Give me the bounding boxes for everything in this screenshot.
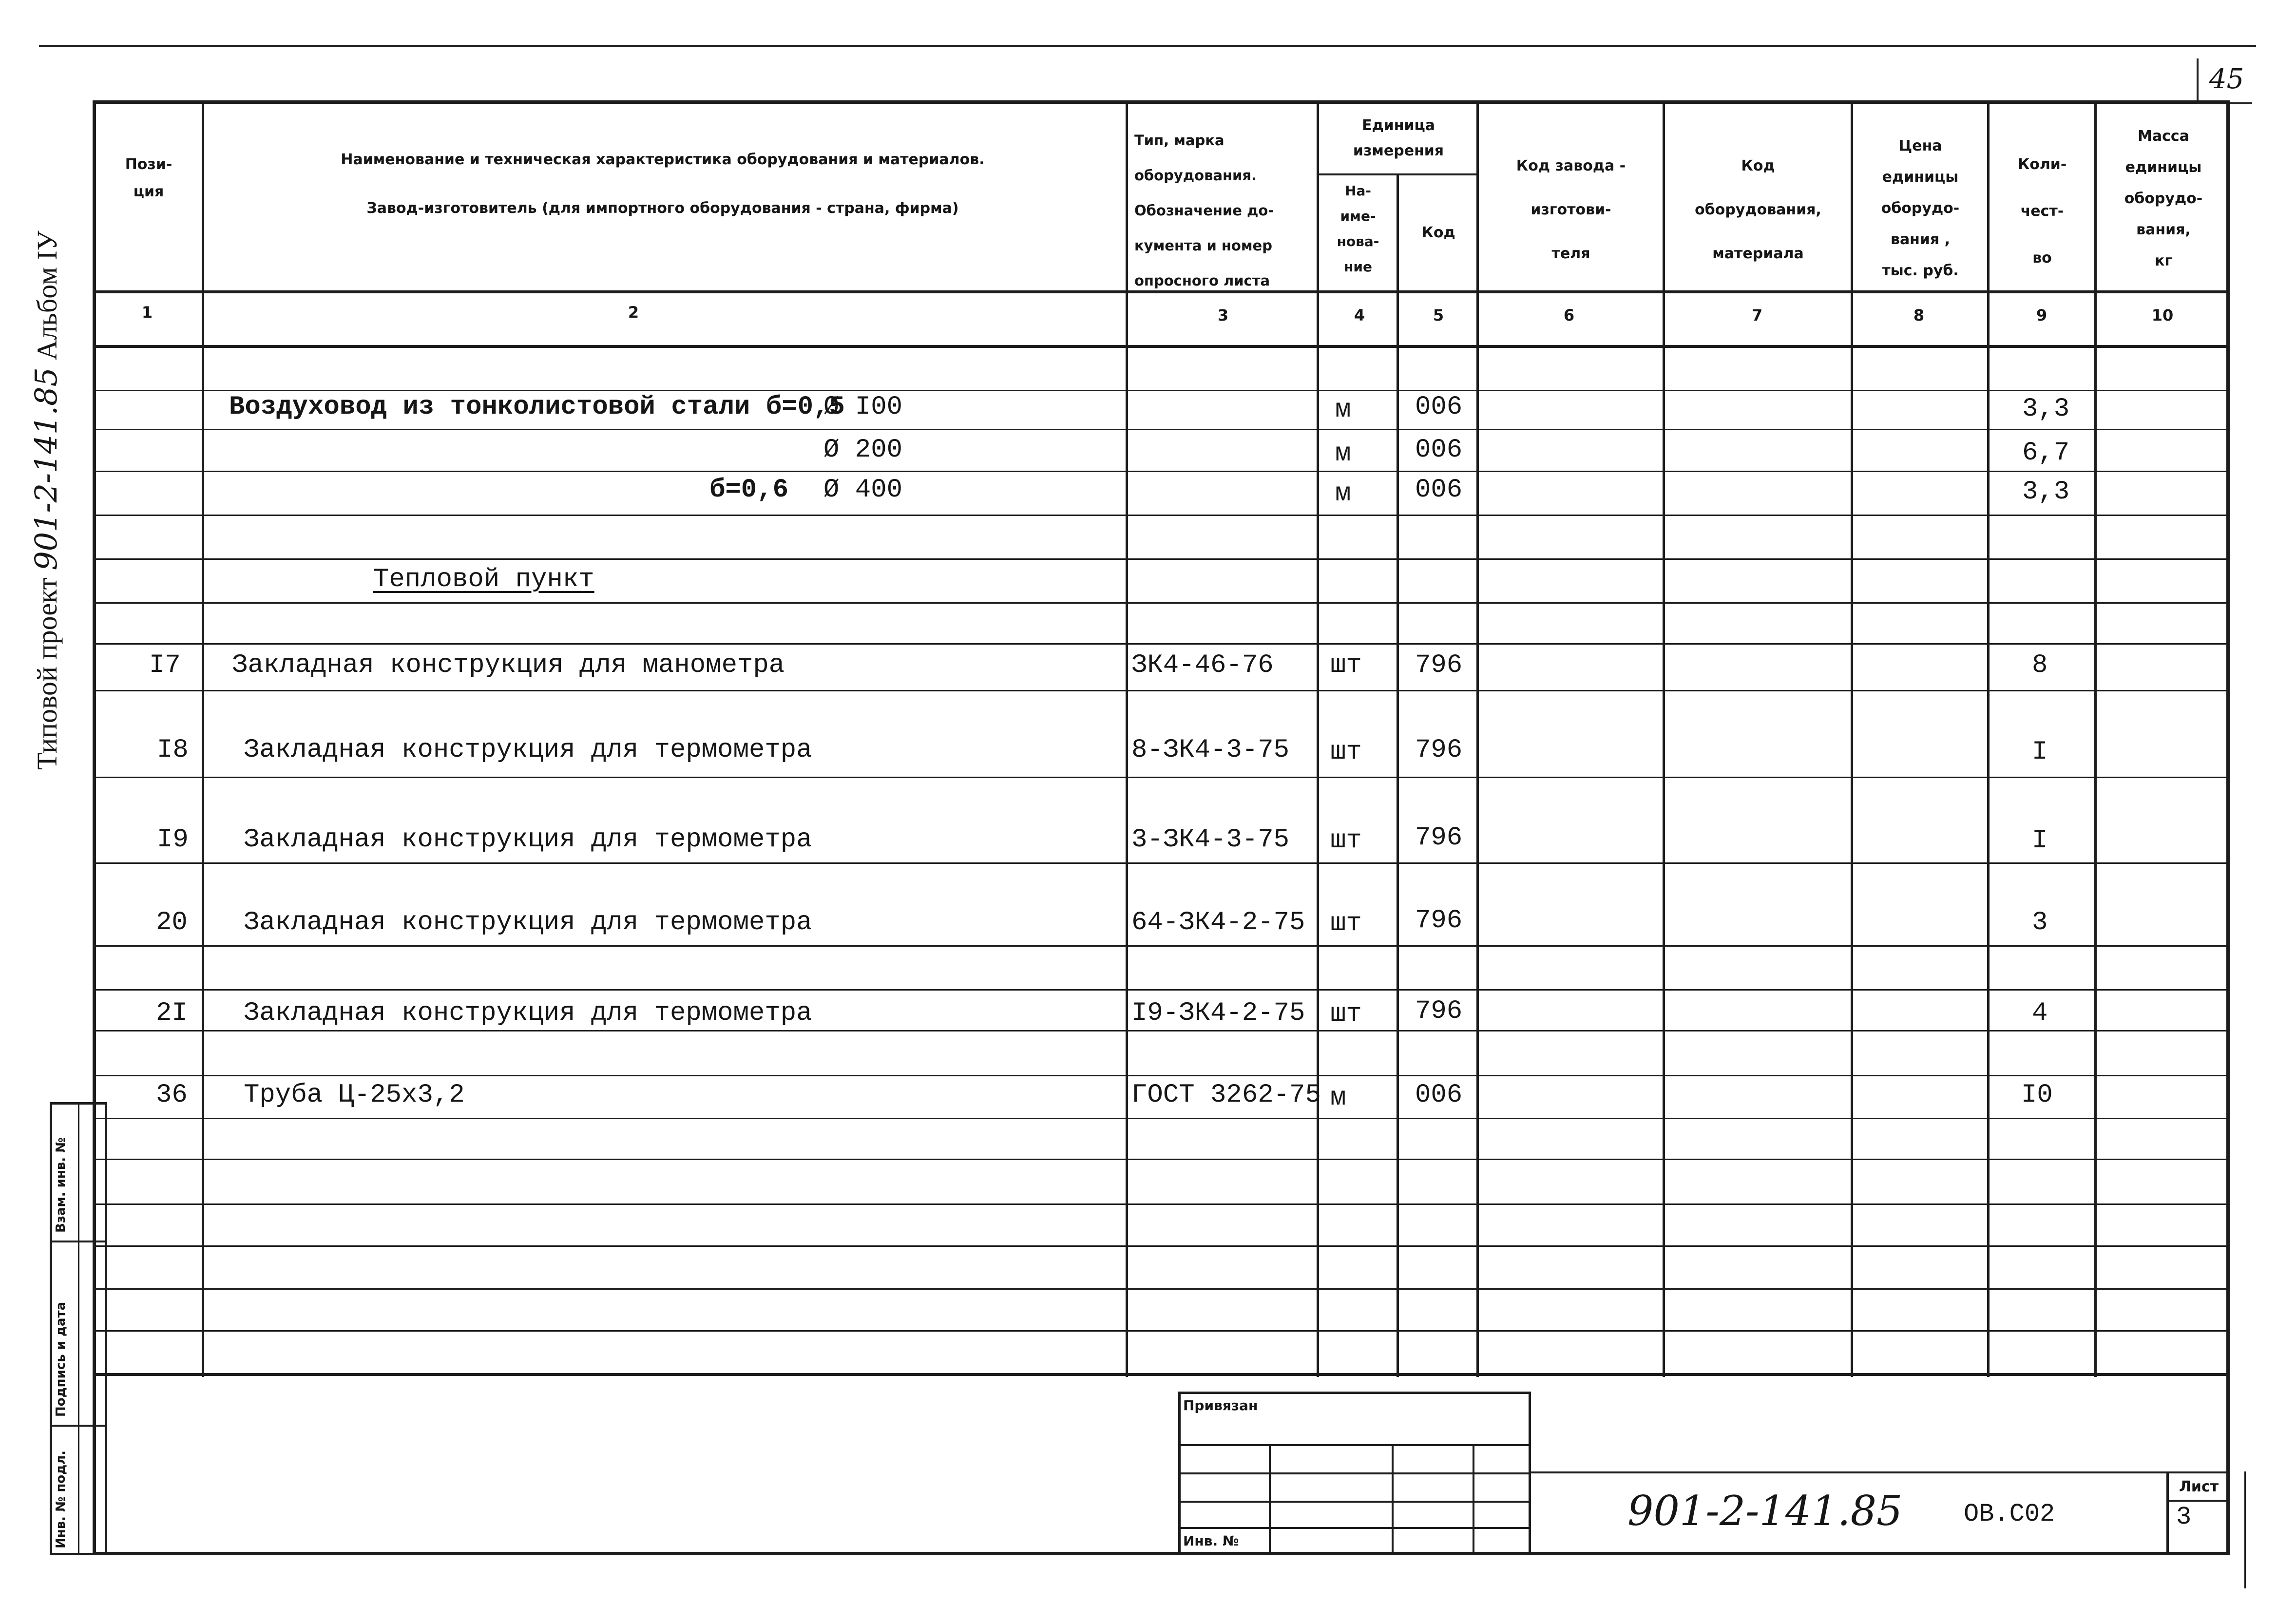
sheet-divider (2166, 1500, 2230, 1502)
stamp-col (1473, 1444, 1474, 1555)
row2-diameter: Ø 200 (823, 435, 903, 465)
side-label-inventory: Инв. № подл. (54, 1450, 68, 1548)
row36-unit: м (1330, 1083, 1346, 1113)
row3-qty: 3,3 (2022, 477, 2070, 507)
side-title-label: Типовой проект (31, 577, 63, 770)
row17-type: ЗК4-46-76 (1131, 650, 1274, 680)
row-line (93, 1288, 2230, 1290)
row2-qty: 6,7 (2022, 438, 2070, 468)
header-equipment-code: Код оборудования, материала (1695, 157, 1821, 262)
header-quantity: Коли- чест- во (2017, 156, 2067, 267)
row36-position: 36 (156, 1080, 188, 1110)
section-title: Тепловой пункт (373, 565, 594, 594)
colnum-6: 6 (1563, 306, 1575, 325)
header-position: Пози- ция (125, 156, 172, 200)
row1-unit: м (1335, 395, 1351, 425)
row-line (93, 862, 2230, 864)
row-line (93, 515, 2230, 516)
colnum-1: 1 (141, 303, 153, 322)
row-line (93, 390, 2230, 391)
row36-type: ГОСТ 3262-75 (1131, 1080, 1321, 1110)
col-divider-9 (2094, 100, 2097, 1377)
row-line (93, 1159, 2230, 1160)
approval-column-line (78, 1102, 79, 1555)
row-line (93, 1245, 2230, 1247)
colnum-4: 4 (1354, 306, 1365, 325)
table-bottom-line (93, 1373, 2230, 1376)
row-line (93, 602, 2230, 604)
side-title-project: 901-2-141.85 (28, 367, 64, 571)
row-line (93, 1118, 2230, 1119)
row3-thickness: б=0,6 (709, 475, 789, 505)
row19-position: I9 (157, 825, 189, 855)
row18-unit: шт (1330, 737, 1362, 767)
row-line (93, 777, 2230, 778)
colnum-9: 9 (2036, 306, 2047, 325)
row19-code: 796 (1415, 823, 1463, 853)
row3-code: 006 (1415, 475, 1463, 505)
header-unit-name: На- име- нова- ние (1337, 183, 1379, 275)
row-line (93, 1330, 2230, 1332)
colnum-7: 7 (1751, 306, 1763, 325)
header-unit-code: Код (1421, 224, 1455, 241)
row21-name: Закладная конструкция для термометра (244, 998, 812, 1028)
col-divider-2 (1126, 100, 1128, 1377)
row17-code: 796 (1415, 650, 1463, 680)
header-factory-code: Код завода - изготови- теля (1516, 157, 1626, 262)
row36-code: 006 (1415, 1080, 1463, 1110)
row1-qty: 3,3 (2022, 394, 2070, 424)
row19-unit: шт (1330, 826, 1362, 856)
stamp-inventory-label: Инв. № (1183, 1533, 1239, 1549)
title-top-line (1531, 1471, 2230, 1473)
stamp-line (1178, 1444, 1531, 1446)
row20-name: Закладная конструкция для термометра (244, 908, 812, 937)
colnum-2: 2 (628, 303, 639, 322)
col-divider-6 (1663, 100, 1665, 1377)
row21-code: 796 (1415, 996, 1463, 1026)
row21-unit: шт (1330, 999, 1362, 1029)
stamp-attached-label: Привязан (1183, 1397, 1258, 1413)
stamp-document-number: 901-2-141.85 (1627, 1487, 1903, 1535)
col-divider-7 (1851, 100, 1853, 1377)
header-price: Цена единицы оборудо- вания , тыс. руб. (1881, 137, 1960, 279)
row19-qty: I (2032, 826, 2048, 856)
row20-type: 64-ЗК4-2-75 (1131, 908, 1305, 937)
side-label-signature: Подпись и дата (54, 1301, 68, 1417)
row-line (93, 1203, 2230, 1205)
row18-name: Закладная конструкция для термометра (244, 735, 812, 765)
row19-name: Закладная конструкция для термометра (244, 825, 812, 855)
row3-unit: м (1335, 479, 1351, 509)
header-unit-group: Единица измерения (1353, 117, 1444, 159)
row17-name: Закладная конструкция для манометра (232, 650, 785, 680)
row20-position: 20 (156, 908, 188, 937)
row21-type: I9-ЗК4-2-75 (1131, 998, 1305, 1028)
row36-name: Труба Ц-25х3,2 (244, 1080, 465, 1110)
row-line (93, 1030, 2230, 1031)
colnum-5: 5 (1433, 306, 1444, 325)
row1-code: 006 (1415, 392, 1463, 422)
colnum-bottom-line (93, 345, 2230, 348)
row19-type: 3-ЗК4-3-75 (1131, 825, 1290, 855)
row20-unit: шт (1330, 909, 1362, 938)
row-line (93, 945, 2230, 947)
row-line (93, 690, 2230, 691)
row17-position: I7 (149, 650, 181, 680)
row18-position: I8 (157, 735, 189, 765)
col-divider-4 (1397, 173, 1399, 1377)
side-title-album: Альбом IУ (31, 230, 63, 361)
col-divider-8 (1987, 100, 1990, 1377)
side-label-replace: Взам. инв. № (54, 1137, 68, 1233)
header-mass: Масса единицы оборудо- вания, кг (2124, 128, 2203, 269)
page-number: 45 (2209, 63, 2244, 95)
row-line (93, 643, 2230, 645)
row18-code: 796 (1415, 735, 1463, 765)
row17-unit: шт (1330, 650, 1362, 680)
sheet-label: Лист (2179, 1478, 2219, 1495)
row3-diameter: Ø 400 (823, 475, 903, 505)
top-rule (39, 45, 2256, 47)
stamp-line (1178, 1472, 1531, 1474)
row-line (93, 1075, 2230, 1076)
col-divider-1 (202, 100, 204, 1377)
colnum-3: 3 (1217, 306, 1229, 325)
colnum-10: 10 (2151, 306, 2174, 325)
row36-qty: I0 (2021, 1080, 2053, 1110)
row-line (93, 429, 2230, 430)
colnum-8: 8 (1913, 306, 1925, 325)
row1-diameter: Ø I00 (823, 392, 903, 422)
row18-type: 8-ЗК4-3-75 (1131, 735, 1290, 765)
row20-code: 796 (1415, 906, 1463, 936)
header-type: Тип, марка оборудования. Обозначение до- кумента и номер опросного листа (1134, 132, 1274, 289)
row21-position: 2I (156, 998, 188, 1028)
row-line (93, 471, 2230, 472)
row21-qty: 4 (2032, 998, 2048, 1028)
row2-unit: м (1335, 439, 1351, 469)
row-line (93, 558, 2230, 560)
header-name-line2: Завод-изготовитель (для импортного оборудования - страна, фирма) (366, 200, 959, 217)
row18-qty: I (2032, 737, 2048, 767)
stamp-col (1269, 1444, 1271, 1555)
stamp-line (1178, 1527, 1531, 1529)
row1-name: Воздуховод из тонколистовой стали б=0,5 (229, 392, 845, 422)
row17-qty: 8 (2032, 650, 2048, 680)
row20-qty: 3 (2032, 908, 2048, 937)
stamp-code: ОВ.С02 (1964, 1500, 2055, 1528)
right-margin-line (2244, 1471, 2246, 1588)
col-divider-5 (1476, 100, 1479, 1377)
header-name-line1: Наименование и техническая характеристика оборудования и материалов. (341, 151, 985, 168)
stamp-line (1178, 1501, 1531, 1503)
sheet-number: 3 (2176, 1503, 2192, 1531)
row2-code: 006 (1415, 435, 1463, 465)
side-title (28, 230, 64, 770)
stamp-col (1392, 1444, 1394, 1555)
row-line (93, 989, 2230, 991)
